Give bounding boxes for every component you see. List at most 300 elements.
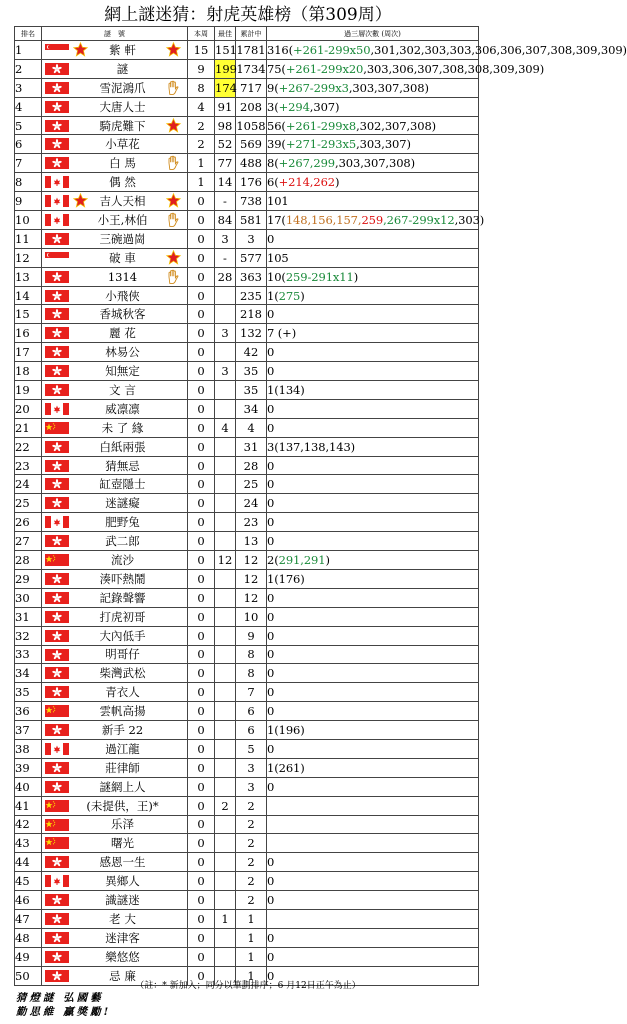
best-score-cell: 77 (215, 154, 236, 173)
solver-name-cell (42, 664, 188, 683)
solver-name-cell (42, 78, 188, 97)
total-score-cell: 235 (236, 286, 267, 305)
past-record-segment: 1(261) (267, 760, 305, 775)
star-badge-icon (73, 193, 88, 208)
past-record-cell (267, 116, 479, 135)
table-row (15, 645, 479, 664)
table-row (15, 418, 479, 437)
solver-name-cell (42, 362, 188, 381)
slogan-line: 勤思維 贏獎勵! (16, 1006, 112, 1018)
best-score-cell: 151 (215, 41, 236, 60)
past-record-segment: 0 (267, 930, 275, 945)
raised-hand-icon (165, 155, 181, 171)
solver-name-cell (42, 928, 188, 947)
week-score-cell: 1 (188, 173, 215, 192)
past-record-segment: 75( (267, 61, 286, 76)
solver-name: 異鄉人 (105, 874, 140, 889)
rank-cell: 7 (15, 154, 42, 173)
canada-flag-icon (45, 403, 69, 415)
solver-name-cell (42, 173, 188, 192)
total-score-cell: 176 (236, 173, 267, 192)
solver-name: 文 言 (109, 382, 136, 397)
past-record-segment: ,302,307,308) (356, 118, 437, 133)
canada-flag-icon (45, 743, 69, 755)
solver-name-cell (42, 777, 188, 796)
week-score-cell: 0 (188, 267, 215, 286)
past-record-segment: ,303) (454, 212, 485, 227)
week-score-cell: 0 (188, 739, 215, 758)
past-record-segment: 0 (267, 496, 275, 511)
past-record-segment: 2( (267, 552, 279, 567)
week-score-cell: 0 (188, 569, 215, 588)
total-score-cell: 25 (236, 475, 267, 494)
solver-name: 樂悠悠 (105, 949, 140, 964)
table-row (15, 286, 479, 305)
table-row (15, 891, 479, 910)
week-score-cell: 0 (188, 947, 215, 966)
past-record-segment: 148,156,157, (285, 212, 362, 227)
solver-name: 威凛凛 (105, 401, 140, 416)
total-score-cell: 24 (236, 494, 267, 513)
solver-name: 謎網上人 (99, 779, 146, 794)
past-record-segment: +214,262 (278, 175, 336, 190)
solver-name-cell (42, 607, 188, 626)
china-flag-icon (45, 422, 69, 434)
solver-name-cell (42, 721, 188, 740)
rank-cell: 40 (15, 777, 42, 796)
solver-name-cell (42, 569, 188, 588)
table-row (15, 815, 479, 834)
rank-cell: 6 (15, 135, 42, 154)
total-score-cell: 569 (236, 135, 267, 154)
total-score-cell: 3 (236, 777, 267, 796)
solver-name-cell (42, 97, 188, 116)
hong-kong-flag-icon (45, 384, 69, 396)
solver-name: 湊吓熱鬧 (99, 571, 146, 586)
past-record-cell (267, 815, 479, 834)
table-row (15, 569, 479, 588)
best-score-cell (215, 664, 236, 683)
past-record-segment: 0 (267, 590, 275, 605)
solver-name-cell (42, 324, 188, 343)
best-score-cell: 12 (215, 551, 236, 570)
past-record-segment: 275 (278, 288, 301, 303)
total-score-cell: 208 (236, 97, 267, 116)
slogan-line: 猜燈謎 弘國藝 (16, 992, 104, 1004)
past-record-cell (267, 853, 479, 872)
rank-cell: 9 (15, 192, 42, 211)
total-score-cell: 2 (236, 815, 267, 834)
rank-cell: 32 (15, 626, 42, 645)
hong-kong-flag-icon (45, 120, 69, 132)
solver-name-cell (42, 588, 188, 607)
rank-cell: 34 (15, 664, 42, 683)
solver-name-cell (42, 513, 188, 532)
week-score-cell: 0 (188, 192, 215, 211)
hong-kong-flag-icon (45, 365, 69, 377)
total-score-cell: 9 (236, 626, 267, 645)
solver-name: 迷謎癡 (105, 496, 140, 511)
solver-name: 記錄聲響 (99, 590, 146, 605)
rank-cell: 36 (15, 702, 42, 721)
hong-kong-flag-icon (45, 762, 69, 774)
total-score-cell: 10 (236, 607, 267, 626)
solver-name: 流沙 (111, 552, 134, 567)
solver-name: 肥野兔 (105, 515, 140, 530)
total-score-cell: 35 (236, 381, 267, 400)
week-score-cell: 0 (188, 796, 215, 815)
best-score-cell: 28 (215, 267, 236, 286)
best-score-cell (215, 928, 236, 947)
solver-name: 新手 22 (101, 723, 144, 737)
past-record-segment: 0 (267, 647, 275, 662)
past-record-cell (267, 796, 479, 815)
solver-name: 大唐人士 (99, 99, 146, 114)
best-score-cell (215, 305, 236, 324)
solver-name-cell (42, 135, 188, 154)
hong-kong-flag-icon (45, 157, 69, 169)
total-score-cell: 2 (236, 834, 267, 853)
past-record-cell (267, 192, 479, 211)
solver-name-cell (42, 475, 188, 494)
past-record-segment: 0 (267, 893, 275, 908)
slogan (16, 991, 111, 1019)
rank-cell: 35 (15, 683, 42, 702)
table-row (15, 305, 479, 324)
total-score-cell: 1781 (236, 41, 267, 60)
table-row (15, 381, 479, 400)
week-score-cell: 0 (188, 324, 215, 343)
hong-kong-flag-icon (45, 611, 69, 623)
solver-name: 感恩一生 (99, 855, 146, 870)
table-row (15, 437, 479, 456)
table-row (15, 456, 479, 475)
past-record-segment: ) (325, 552, 330, 567)
week-score-cell: 15 (188, 41, 215, 60)
past-record-segment: 9( (267, 80, 279, 95)
total-score-cell: 2 (236, 872, 267, 891)
week-score-cell: 0 (188, 607, 215, 626)
solver-name-cell (42, 437, 188, 456)
total-score-cell: 218 (236, 305, 267, 324)
past-record-segment: 291,291 (278, 552, 326, 567)
solver-name: 青衣人 (105, 685, 140, 700)
week-score-cell: 0 (188, 532, 215, 551)
past-record-segment: ) (300, 288, 305, 303)
total-score-cell: 488 (236, 154, 267, 173)
best-score-cell: - (215, 192, 236, 211)
past-record-cell (267, 532, 479, 551)
past-record-cell (267, 494, 479, 513)
canada-flag-icon (45, 875, 69, 887)
best-score-cell (215, 437, 236, 456)
hong-kong-flag-icon (45, 856, 69, 868)
solver-name: 識謎迷 (105, 893, 140, 908)
header-past: 過三層次數 (周次) (267, 27, 479, 41)
hong-kong-flag-icon (45, 441, 69, 453)
week-score-cell: 0 (188, 229, 215, 248)
solver-name-cell (42, 456, 188, 475)
best-score-cell: 4 (215, 418, 236, 437)
past-record-segment: 1(176) (267, 571, 305, 586)
china-flag-icon (45, 837, 69, 849)
best-score-cell: 2 (215, 796, 236, 815)
rank-cell: 1 (15, 41, 42, 60)
header-best: 最佳 (215, 27, 236, 41)
past-record-segment: 0 (267, 534, 275, 549)
best-score-cell (215, 626, 236, 645)
past-record-segment: 1(134) (267, 382, 305, 397)
singapore-flag-icon (45, 44, 69, 56)
total-score-cell: 31 (236, 437, 267, 456)
best-score-cell (215, 343, 236, 362)
table-row (15, 267, 479, 286)
solver-name-cell (42, 551, 188, 570)
week-score-cell: 0 (188, 853, 215, 872)
past-record-cell (267, 664, 479, 683)
header-name: 謎 號 (42, 27, 188, 41)
week-score-cell: 0 (188, 362, 215, 381)
solver-name: 雲帆高揚 (99, 704, 146, 719)
canada-flag-icon (45, 195, 69, 207)
hong-kong-flag-icon (45, 592, 69, 604)
solver-name: 未 了 緣 (101, 420, 144, 435)
best-score-cell (215, 607, 236, 626)
hong-kong-flag-icon (45, 101, 69, 113)
past-record-segment: 7 (+) (267, 326, 297, 341)
solver-name: 猜無忌 (105, 458, 140, 473)
table-row (15, 909, 479, 928)
total-score-cell: 3 (236, 229, 267, 248)
past-record-segment: 0 (267, 704, 275, 719)
past-record-segment: ,301,302,303,303,306,306,307,308,309,309) (370, 42, 627, 57)
past-record-segment: 0 (267, 401, 275, 416)
table-row (15, 551, 479, 570)
total-score-cell: 28 (236, 456, 267, 475)
week-score-cell: 0 (188, 966, 215, 985)
solver-name: 莊律師 (105, 760, 140, 775)
week-score-cell: 0 (188, 381, 215, 400)
past-record-cell (267, 645, 479, 664)
past-record-cell (267, 626, 479, 645)
table-row (15, 116, 479, 135)
solver-name: 忌 廉 (109, 968, 136, 983)
solver-name: 過江龍 (105, 741, 140, 756)
solver-name-cell (42, 305, 188, 324)
past-record-cell (267, 891, 479, 910)
hong-kong-flag-icon (45, 932, 69, 944)
week-score-cell: 2 (188, 135, 215, 154)
rank-cell: 48 (15, 928, 42, 947)
total-score-cell: 2 (236, 891, 267, 910)
rank-cell: 12 (15, 248, 42, 267)
table-row (15, 399, 479, 418)
best-score-cell (215, 381, 236, 400)
total-score-cell: 738 (236, 192, 267, 211)
past-record-segment: ,303,307) (356, 137, 411, 152)
best-score-cell (215, 286, 236, 305)
best-score-cell (215, 399, 236, 418)
total-score-cell: 13 (236, 532, 267, 551)
total-score-cell: 4 (236, 418, 267, 437)
total-score-cell: 717 (236, 78, 267, 97)
table-row (15, 853, 479, 872)
rank-cell: 39 (15, 758, 42, 777)
past-record-cell (267, 229, 479, 248)
header-week: 本周 (188, 27, 215, 41)
table-header (15, 27, 479, 41)
past-record-segment: 0 (267, 458, 275, 473)
total-score-cell: 132 (236, 324, 267, 343)
table-row (15, 739, 479, 758)
best-score-cell (215, 815, 236, 834)
past-record-segment: +267-299x3 (278, 80, 349, 95)
rank-cell: 38 (15, 739, 42, 758)
week-score-cell: 0 (188, 248, 215, 267)
week-score-cell: 9 (188, 59, 215, 78)
hong-kong-flag-icon (45, 271, 69, 283)
hong-kong-flag-icon (45, 233, 69, 245)
past-record-cell (267, 211, 485, 230)
table-row (15, 702, 479, 721)
rank-cell: 15 (15, 305, 42, 324)
past-record-segment: 0 (267, 741, 275, 756)
rank-cell: 50 (15, 966, 42, 985)
past-record-cell (267, 59, 545, 78)
table-row (15, 494, 479, 513)
rank-cell: 30 (15, 588, 42, 607)
table-row (15, 324, 479, 343)
past-record-segment: 0 (267, 779, 275, 794)
hong-kong-flag-icon (45, 951, 69, 963)
past-record-segment: +267,299 (278, 156, 336, 171)
week-score-cell: 1 (188, 154, 215, 173)
week-score-cell: 0 (188, 343, 215, 362)
past-record-segment: ,303,307,308) (348, 80, 429, 95)
rank-cell: 14 (15, 286, 42, 305)
best-score-cell (215, 777, 236, 796)
past-record-segment: 105 (267, 250, 289, 265)
table-row (15, 626, 479, 645)
solver-name-cell (42, 494, 188, 513)
past-record-segment: ,303,306,307,308,308,309,309) (363, 61, 545, 76)
past-record-cell (267, 324, 479, 343)
past-record-segment: ,267-299x12 (383, 212, 455, 227)
table-row (15, 362, 479, 381)
star-badge-icon (166, 42, 181, 57)
solver-name: 雪泥鴻爪 (99, 80, 146, 95)
total-score-cell: 5 (236, 739, 267, 758)
past-record-segment: ) (353, 269, 359, 284)
best-score-cell: 91 (215, 97, 236, 116)
week-score-cell: 0 (188, 758, 215, 777)
past-record-segment: 8( (267, 156, 279, 171)
table-row (15, 248, 479, 267)
raised-hand-icon (165, 212, 181, 228)
total-score-cell: 23 (236, 513, 267, 532)
best-score-cell (215, 872, 236, 891)
table-row (15, 683, 479, 702)
hong-kong-flag-icon (45, 573, 69, 585)
week-score-cell: 0 (188, 456, 215, 475)
solver-name: 1314 (107, 269, 138, 284)
hong-kong-flag-icon (45, 649, 69, 661)
week-score-cell: 0 (188, 475, 215, 494)
best-score-cell: 3 (215, 229, 236, 248)
week-score-cell: 0 (188, 513, 215, 532)
hong-kong-flag-icon (45, 290, 69, 302)
past-record-segment: 0 (267, 685, 275, 700)
past-record-segment: +261-299x8 (285, 118, 357, 133)
past-record-segment: 10( (267, 269, 286, 284)
week-score-cell: 0 (188, 891, 215, 910)
rank-cell: 18 (15, 362, 42, 381)
past-record-segment: 1(196) (267, 723, 305, 737)
past-record-cell (267, 588, 479, 607)
total-score-cell: 42 (236, 343, 267, 362)
table-row (15, 532, 479, 551)
solver-name-cell (42, 286, 188, 305)
week-score-cell: 0 (188, 645, 215, 664)
solver-name: 三碗過崗 (99, 231, 146, 246)
best-score-cell (215, 456, 236, 475)
solver-name-cell (42, 248, 188, 267)
past-record-cell (267, 154, 479, 173)
rank-cell: 16 (15, 324, 42, 343)
past-record-cell (267, 834, 479, 853)
rank-cell: 26 (15, 513, 42, 532)
week-score-cell: 0 (188, 777, 215, 796)
china-flag-icon (45, 705, 69, 717)
past-record-segment: 17( (267, 212, 286, 227)
best-score-cell (215, 683, 236, 702)
table-row (15, 588, 479, 607)
rank-cell: 33 (15, 645, 42, 664)
solver-name: 騎虎難下 (99, 118, 146, 133)
table-row (15, 947, 479, 966)
past-record-cell (267, 362, 479, 381)
past-record-cell (267, 551, 479, 570)
past-record-segment: +261-299x20 (285, 61, 364, 76)
best-score-cell (215, 947, 236, 966)
week-score-cell: 0 (188, 815, 215, 834)
solver-name: 缸壺隱士 (99, 477, 146, 492)
solver-name-cell (42, 645, 188, 664)
past-record-cell (267, 721, 479, 740)
past-record-cell (267, 607, 479, 626)
past-record-segment: 0 (267, 420, 275, 435)
solver-name: 小王,林伯 (97, 212, 148, 227)
footnote: （註：* 新加入；同分以筆劃排序；6 月12日正午為止） (135, 981, 361, 991)
canada-flag-icon (45, 516, 69, 528)
total-score-cell: 1 (236, 947, 267, 966)
past-record-segment: 56( (267, 118, 286, 133)
solver-name-cell (42, 626, 188, 645)
past-record-cell (267, 683, 479, 702)
total-score-cell: 12 (236, 551, 267, 570)
solver-name: 白 馬 (109, 156, 136, 171)
solver-name-cell (42, 815, 188, 834)
hong-kong-flag-icon (45, 535, 69, 547)
total-score-cell: 6 (236, 702, 267, 721)
rank-cell: 17 (15, 343, 42, 362)
past-record-segment: 259-291x11 (285, 269, 354, 284)
rank-cell: 23 (15, 456, 42, 475)
solver-name: 偶 然 (109, 175, 136, 190)
past-record-segment: +261-299x50 (293, 42, 371, 57)
past-record-segment: 6( (267, 175, 279, 190)
past-record-segment: 0 (267, 949, 275, 964)
